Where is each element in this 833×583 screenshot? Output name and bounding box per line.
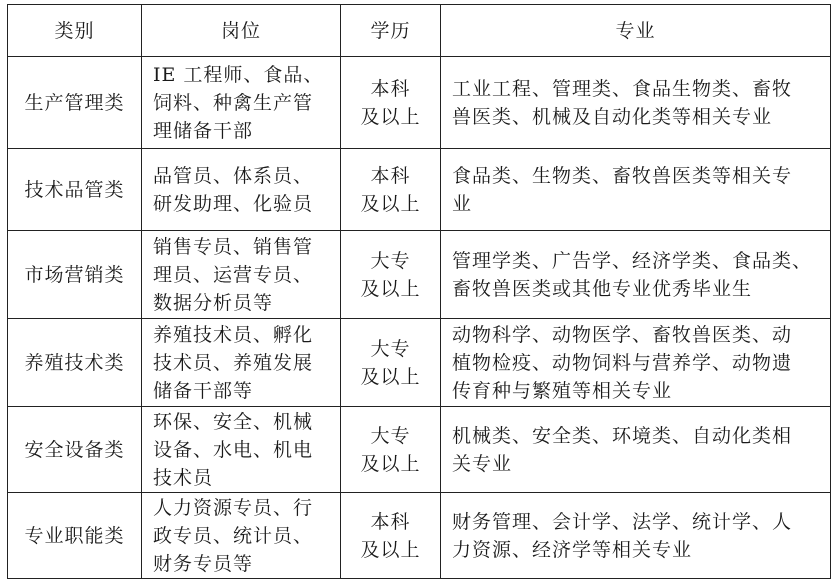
recruitment-table [7, 4, 831, 579]
position-cell-line: IE 工程师、食品、 [153, 63, 324, 86]
category-cell: 技术品管类 [8, 149, 142, 231]
education-cell [341, 319, 441, 407]
education-cell-line: 及以上 [360, 192, 421, 215]
major-cell-line: 机械类、安全类、环境类、自动化类相 [452, 424, 793, 447]
major-cell-line: 食品类、生物类、畜牧兽医类等相关专 [452, 164, 793, 187]
major-cell [441, 149, 831, 231]
education-cell-line: 及以上 [360, 452, 421, 475]
position-cell-line: 财务专员等 [153, 552, 254, 575]
major-cell [441, 407, 831, 493]
position-cell-line: 政专员、统计员、 [153, 524, 314, 547]
position-cell-line: 设备、水电、机电 [153, 438, 314, 461]
table-row [8, 149, 831, 231]
table-row [8, 319, 831, 407]
major-cell-line: 力资源、经济学等相关专业 [452, 538, 693, 561]
category-cell: 安全设备类 [8, 407, 142, 493]
position-cell [142, 149, 341, 231]
position-cell-line: 人力资源专员、行 [153, 496, 314, 519]
education-cell-line: 及以上 [360, 538, 421, 561]
major-cell-line: 畜牧兽医类或其他专业优秀毕业生 [452, 277, 753, 300]
position-cell [142, 319, 341, 407]
position-cell-line: 储备干部等 [153, 379, 254, 402]
major-cell [441, 57, 831, 149]
education-cell [341, 149, 441, 231]
position-cell-line: 饲料、种禽生产管 [153, 91, 314, 114]
education-cell [341, 57, 441, 149]
major-cell-line: 管理学类、广告学、经济学类、食品类、 [452, 249, 813, 272]
major-cell [441, 493, 831, 579]
position-cell-line: 数据分析员等 [153, 291, 274, 314]
major-cell-line: 财务管理、会计学、法学、统计学、人 [452, 510, 793, 533]
table-row [8, 493, 831, 579]
category-cell: 养殖技术类 [8, 319, 142, 407]
header-major: 专业 [441, 5, 831, 57]
position-cell-line: 品管员、体系员、 [153, 164, 314, 187]
education-cell-line: 大专 [370, 424, 411, 447]
major-cell-line: 传育种与繁殖等相关专业 [452, 379, 673, 402]
education-cell-line: 及以上 [360, 365, 421, 388]
major-cell-line: 兽医类、机械及自动化类等相关专业 [452, 105, 773, 128]
position-cell-line: 研发助理、化验员 [153, 192, 314, 215]
position-cell-line: 理储备干部 [153, 119, 254, 142]
position-cell-line: 理员、运营专员、 [153, 263, 314, 286]
table-body [8, 57, 831, 579]
header-education: 学历 [341, 5, 441, 57]
category-cell: 专业职能类 [8, 493, 142, 579]
major-cell-line: 动物科学、动物医学、畜牧兽医类、动 [452, 323, 793, 346]
position-cell [142, 231, 341, 319]
table-row [8, 231, 831, 319]
education-cell-line: 本科 [370, 77, 411, 100]
education-cell-line: 本科 [370, 510, 411, 533]
education-cell-line: 大专 [370, 249, 411, 272]
table-row [8, 57, 831, 149]
position-cell-line: 环保、安全、机械 [153, 410, 314, 433]
category-cell: 生产管理类 [8, 57, 142, 149]
major-cell-line: 关专业 [452, 452, 513, 475]
table-row [8, 407, 831, 493]
education-cell-line: 本科 [370, 164, 411, 187]
category-cell: 市场营销类 [8, 231, 142, 319]
major-cell-line: 植物检疫、动物饲料与营养学、动物遗 [452, 351, 793, 374]
major-cell-line: 业 [452, 192, 473, 215]
position-cell-line: 技术员 [153, 466, 214, 489]
position-cell-line: 技术员、养殖发展 [153, 351, 314, 374]
recruitment-table-container [7, 4, 831, 579]
header-position: 岗位 [142, 5, 341, 57]
education-cell-line: 及以上 [360, 105, 421, 128]
major-cell [441, 231, 831, 319]
position-cell-line: 销售专员、销售管 [153, 235, 314, 258]
position-cell [142, 493, 341, 579]
education-cell [341, 407, 441, 493]
education-cell [341, 493, 441, 579]
major-cell-line: 工业工程、管理类、食品生物类、畜牧 [452, 77, 793, 100]
header-category: 类别 [8, 5, 142, 57]
position-cell-line: 养殖技术员、孵化 [153, 323, 314, 346]
education-cell-line: 大专 [370, 337, 411, 360]
education-cell-line: 及以上 [360, 277, 421, 300]
position-cell [142, 57, 341, 149]
position-cell [142, 407, 341, 493]
education-cell [341, 231, 441, 319]
header-row [8, 5, 831, 57]
major-cell [441, 319, 831, 407]
